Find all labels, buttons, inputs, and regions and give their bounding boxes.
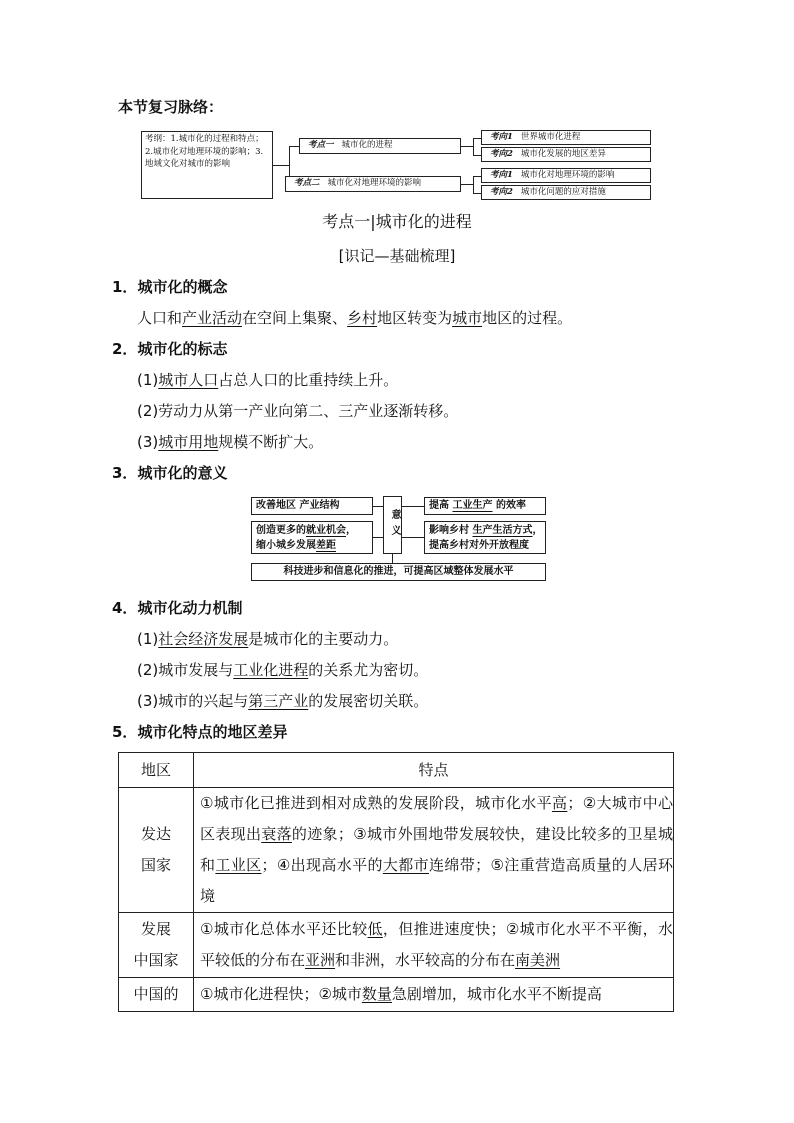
heading-text: 城市化的概念 [137,278,228,296]
sig-center: 意义 [383,496,402,554]
text: ， [532,525,543,536]
answer-blank: 第三产业 [248,692,309,710]
list-item [137,629,398,649]
kaoxiang-text: 城市化问题的应对措施 [520,187,606,197]
kaoxiang-text: 世界城市化进程 [520,132,581,142]
text: 地区的过程。 [482,309,573,327]
connector-line [473,138,474,155]
table-row [119,788,674,913]
text: 创造更多的 [256,525,306,536]
text: ①城市化总体水平还比较 [200,920,368,938]
text: 规模不断扩大。 [218,433,324,451]
text: 影响乡村 [429,525,473,536]
heading-text: 城市化的意义 [137,464,228,482]
column-header-feature: 特点 [194,753,674,788]
feature-cell [194,788,674,913]
text: 提高 [429,500,453,511]
heading-4 [112,598,242,618]
answer-blank: 工业区 [215,856,262,874]
outline-kaoxiang-1-2 [481,147,651,162]
text: (2)城市发展与 [137,661,234,679]
list-item [137,660,428,680]
list-item [137,432,323,452]
text: (3)城市的兴起与 [137,692,249,710]
heading-text: 城市化特点的地区差异 [137,723,288,741]
heading-text: 城市化动力机制 [137,599,243,617]
kaodian-tag: 考点一 [308,140,334,150]
text: 发达 [140,825,171,843]
kaoxiang-tag: 考向1 [490,170,513,180]
region-feature-table [118,752,674,1012]
kaoxiang-tag: 考向2 [490,149,513,159]
sig-left-2 [251,521,373,554]
answer-blank: 工业生产 [452,500,493,511]
region-cell: 中国的 [119,978,194,1012]
arrow-line [373,537,383,538]
kaoxiang-tag: 考向1 [490,132,513,142]
kaoxiang-text: 城市化对地理环境的影响 [520,170,615,180]
kaodian-text: 城市化对地理环境的影响 [327,178,422,188]
answer-blank: 差距 [316,540,336,551]
sig-right-1 [424,497,546,515]
list-item [137,370,398,390]
table-header-row [119,753,674,788]
connector-line [473,155,481,156]
heading-number: 2． [112,340,138,358]
answer-blank: 高 [551,794,568,812]
heading-number: 3． [112,464,138,482]
connector-line [289,146,299,147]
arrow-line [392,554,393,563]
feature-cell [194,913,674,978]
heading-number: 1． [112,278,138,296]
text: 缩小城乡发展 [256,540,316,551]
kaoxiang-tag: 考向2 [490,187,513,197]
answer-blank: 生产生活方式 [472,525,533,536]
text: 国家 [140,856,171,874]
connector-line [473,138,481,139]
text: 的关系尤为密切。 [308,661,429,679]
list-item [137,691,428,711]
text: 发展 [140,920,171,938]
kaodian-text: 城市化的进程 [341,140,393,150]
heading-number: 5． [112,723,138,741]
arrow-line [373,506,383,507]
answer-blank: 亚洲 [305,951,336,969]
paragraph-definition [137,308,572,328]
answer-blank: 乡村 [347,309,378,327]
text: 提高乡村对外开放程度 [429,540,529,551]
section-title: 考点一|城市化的进程 [322,212,472,231]
text: 地区转变为 [377,309,453,327]
connector-line [461,146,473,147]
arrow-line [402,506,424,507]
outline-kaodian-1 [299,138,461,154]
answer-blank: 社会经济发展 [158,630,249,648]
list-item: (2)劳动力从第一产业向第二、三产业逐渐转移。 [137,402,459,420]
text: 人口和 [137,309,183,327]
outline-kaoxiang-1-1 [481,130,651,145]
heading-5 [112,722,287,742]
heading-3 [112,463,227,483]
text: 急剧增加，城市化水平不断提高 [391,985,602,1003]
heading-text: 城市化的标志 [137,340,228,358]
review-title: 本节复习脉络： [118,98,224,116]
answer-blank: 数量 [361,985,392,1003]
answer-blank: 就业机会 [306,525,346,536]
text: ①城市化已推进到相对成熟的发展阶段，城市化水平 [200,794,552,812]
table-row [119,978,674,1012]
region-cell [119,913,194,978]
answer-blank: 低 [367,920,383,938]
feature-cell [194,978,674,1012]
text: (1) [137,630,159,648]
answer-blank: 工业化进程 [233,661,309,679]
connector-line [273,165,290,166]
answer-blank: 南美洲 [515,951,561,969]
table-row [119,913,674,978]
heading-1 [112,277,227,297]
section-subtitle: [识记—基础梳理] [338,247,456,265]
text: ①城市化进程快；②城市 [200,985,362,1003]
answer-blank: 产业活动 [182,309,243,327]
kaodian-tag: 考点二 [294,178,320,188]
text: ；②大城市中心区表现出 [200,794,673,843]
sig-bottom: 科技进步和信息化的推进，可提高区域整体发展水平 [251,563,546,581]
connector-line [473,176,481,177]
answer-blank: 城市 [452,309,483,327]
heading-2 [112,339,227,359]
sig-right-2 [424,521,546,554]
text: 中国家 [133,951,179,969]
arrow-line [402,537,424,538]
kaoxiang-text: 城市化发展的地区差异 [520,149,606,159]
answer-blank: 大都市 [382,856,429,874]
answer-blank: 衰落 [261,825,292,843]
sig-left-1: 改善地区 产业结构 [251,497,373,515]
outline-kaoxiang-2-1 [481,168,651,183]
text: 占总人口的比重持续上升。 [218,371,399,389]
connector-line [473,176,474,193]
text: (1) [137,371,159,389]
outline-syllabus-box: 考纲：1.城市化的过程和特点；2.城市化对地理环境的影响；3.地域文化对城市的影响 [141,131,273,199]
connector-line [473,193,481,194]
text: 在空间上集聚、 [242,309,348,327]
text: ；④出现高水平的 [261,856,383,874]
text: 的迹象；③城市外围地带发展较快，建设比较多的卫星城和 [200,825,673,874]
text: ，但推进速度快；②城市化水平不平衡，水平较低的分布在 [200,920,673,969]
heading-number: 4． [112,599,138,617]
answer-blank: 城市人口 [158,371,219,389]
text: 和非洲，水平较高的分布在 [335,951,516,969]
answer-blank: 城市用地 [158,433,219,451]
text: 连绵带；⑤注重营造高质量的人居环境 [200,856,673,905]
region-cell [119,788,194,913]
text: (3) [137,433,159,451]
text: 是城市化的主要动力。 [248,630,399,648]
column-header-region: 地区 [119,753,194,788]
text: 的发展密切关联。 [308,692,429,710]
connector-line [461,184,473,185]
outline-kaodian-2 [285,176,461,192]
outline-kaoxiang-2-2 [481,185,651,200]
text: ， [346,525,356,536]
text: 的效率 [492,500,526,511]
